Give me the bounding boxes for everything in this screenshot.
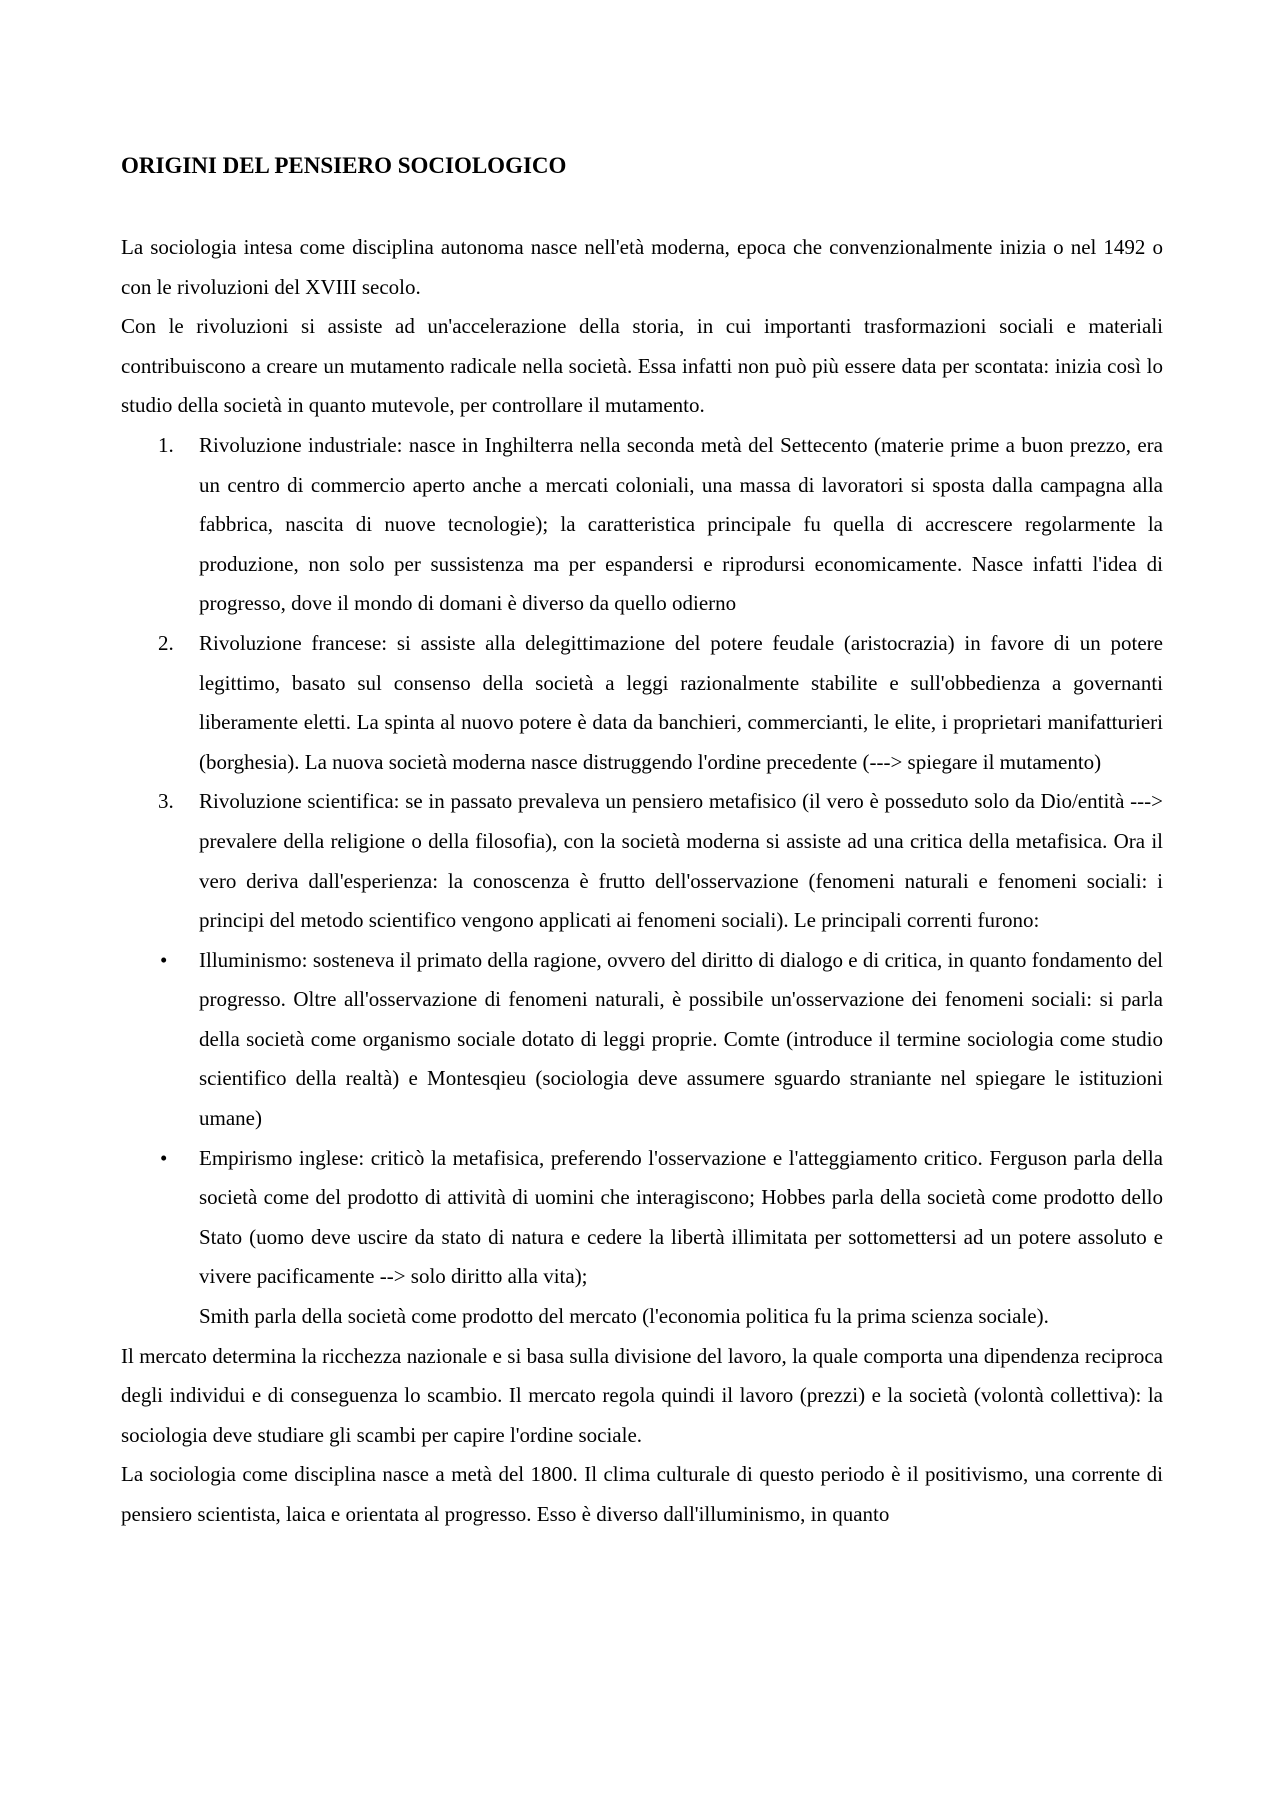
list-item: [121, 941, 1163, 1139]
list-item-text: Rivoluzione scientifica: se in passato prevaleva un pensiero metafisico (il vero è posseduto solo da Dio/entità ---> prevalere della religione o della filosofia), con la società moderna si assiste ad una critica della metafisica. Ora il vero deriva dall'esperienza: la conoscenza è frutto dell'osservazione (fenomeni naturali e fenomeni sociali: i principi del metodo scientifico vengono applicati ai fenomeni sociali). Le principali correnti furono:: [199, 789, 1163, 933]
list-item: [121, 782, 1163, 940]
list-item: [121, 426, 1163, 624]
list-item-text: Illuminismo: sosteneva il primato della ragione, ovvero del diritto di dialogo e di critica, in quanto fondamento del progresso. Oltre all'osservazione di fenomeni naturali, è possibile un'osservazione dei fenomeni sociali: si parla della società come organismo sociale dotato di leggi proprie. Comte (introduce il termine sociologia come studio scientifico della realtà) e Montesqieu (sociologia deve assumere sguardo straniante nel spiegare le istituzioni umane): [199, 947, 1163, 1131]
document-title: ORIGINI DEL PENSIERO SOCIOLOGICO: [121, 153, 567, 178]
list-item: [121, 624, 1163, 782]
list-item: [121, 1139, 1163, 1297]
closing-paragraph: Il mercato determina la ricchezza nazionale e si basa sulla divisione del lavoro, la quale comporta una dipendenza reciproca degli individui e di conseguenza lo scambio. Il mercato regola quindi il lavoro (prezzi) e la società (volontà collettiva): la sociologia deve studiare gli scambi per capire l'ordine sociale.: [121, 1343, 1163, 1447]
numbered-list: [121, 426, 1163, 941]
intro-paragraph: La sociologia intesa come disciplina autonoma nasce nell'età moderna, epoca che convenzionalmente inizia o nel 1492 o con le rivoluzioni del XVIII secolo.: [121, 235, 1163, 299]
bullet-list: [121, 941, 1163, 1297]
list-number: 3.: [158, 789, 174, 814]
bullet-icon: •: [160, 947, 168, 972]
list-item-text: Empirismo inglese: criticò la metafisica, preferendo l'osservazione e l'atteggiamento critico. Ferguson parla della società come del prodotto di attività di uomini che interagiscono; Hobbes parla della società come prodotto dello Stato (uomo deve uscire da stato di natura e cedere la libertà illimitata per sottomettersi ad un potere assoluto e vivere pacificamente --> solo diritto alla vita);: [199, 1145, 1163, 1289]
list-item-text: Rivoluzione francese: si assiste alla delegittimazione del potere feudale (aristocrazia) in favore di un potere legittimo, basato sul consenso della società a leggi razionalmente stabilite e sull'obbedienza a governanti liberamente eletti. La spinta al nuovo potere è data da banchieri, commercianti, le elite, i proprietari manifatturieri (borghesia). La nuova società moderna nasce distruggendo l'ordine precedente (---> spiegare il mutamento): [199, 630, 1163, 774]
smith-line: Smith parla della società come prodotto del mercato (l'economia politica fu la prima scienza sociale).: [199, 1304, 1049, 1329]
bullet-icon: •: [160, 1145, 168, 1170]
closing-paragraph: La sociologia come disciplina nasce a metà del 1800. Il clima culturale di questo periodo è il positivismo, una corrente di pensiero scientista, laica e orientata al progresso. Esso è diverso dall'illuminismo, in quanto: [121, 1462, 1163, 1526]
intro-paragraph: Con le rivoluzioni si assiste ad un'accelerazione della storia, in cui importanti trasformazioni sociali e materiali contribuiscono a creare un mutamento radicale nella società. Essa infatti non può più essere data per scontata: inizia così lo studio della società in quanto mutevole, per controllare il mutamento.: [121, 314, 1163, 418]
document-body: [121, 148, 1163, 1535]
list-item-text: Rivoluzione industriale: nasce in Inghilterra nella seconda metà del Settecento (materie prime a buon prezzo, era un centro di commercio aperto anche a mercati coloniali, una massa di lavoratori si sposta dalla campagna alla fabbrica, nascita di nuove tecnologie); la caratteristica principale fu quella di accrescere regolarmente la produzione, non solo per sussistenza ma per espandersi e riprodursi economicamente. Nasce infatti l'idea di progresso, dove il mondo di domani è diverso da quello odierno: [199, 432, 1163, 616]
list-number: 1.: [158, 432, 174, 457]
list-number: 2.: [158, 630, 174, 655]
